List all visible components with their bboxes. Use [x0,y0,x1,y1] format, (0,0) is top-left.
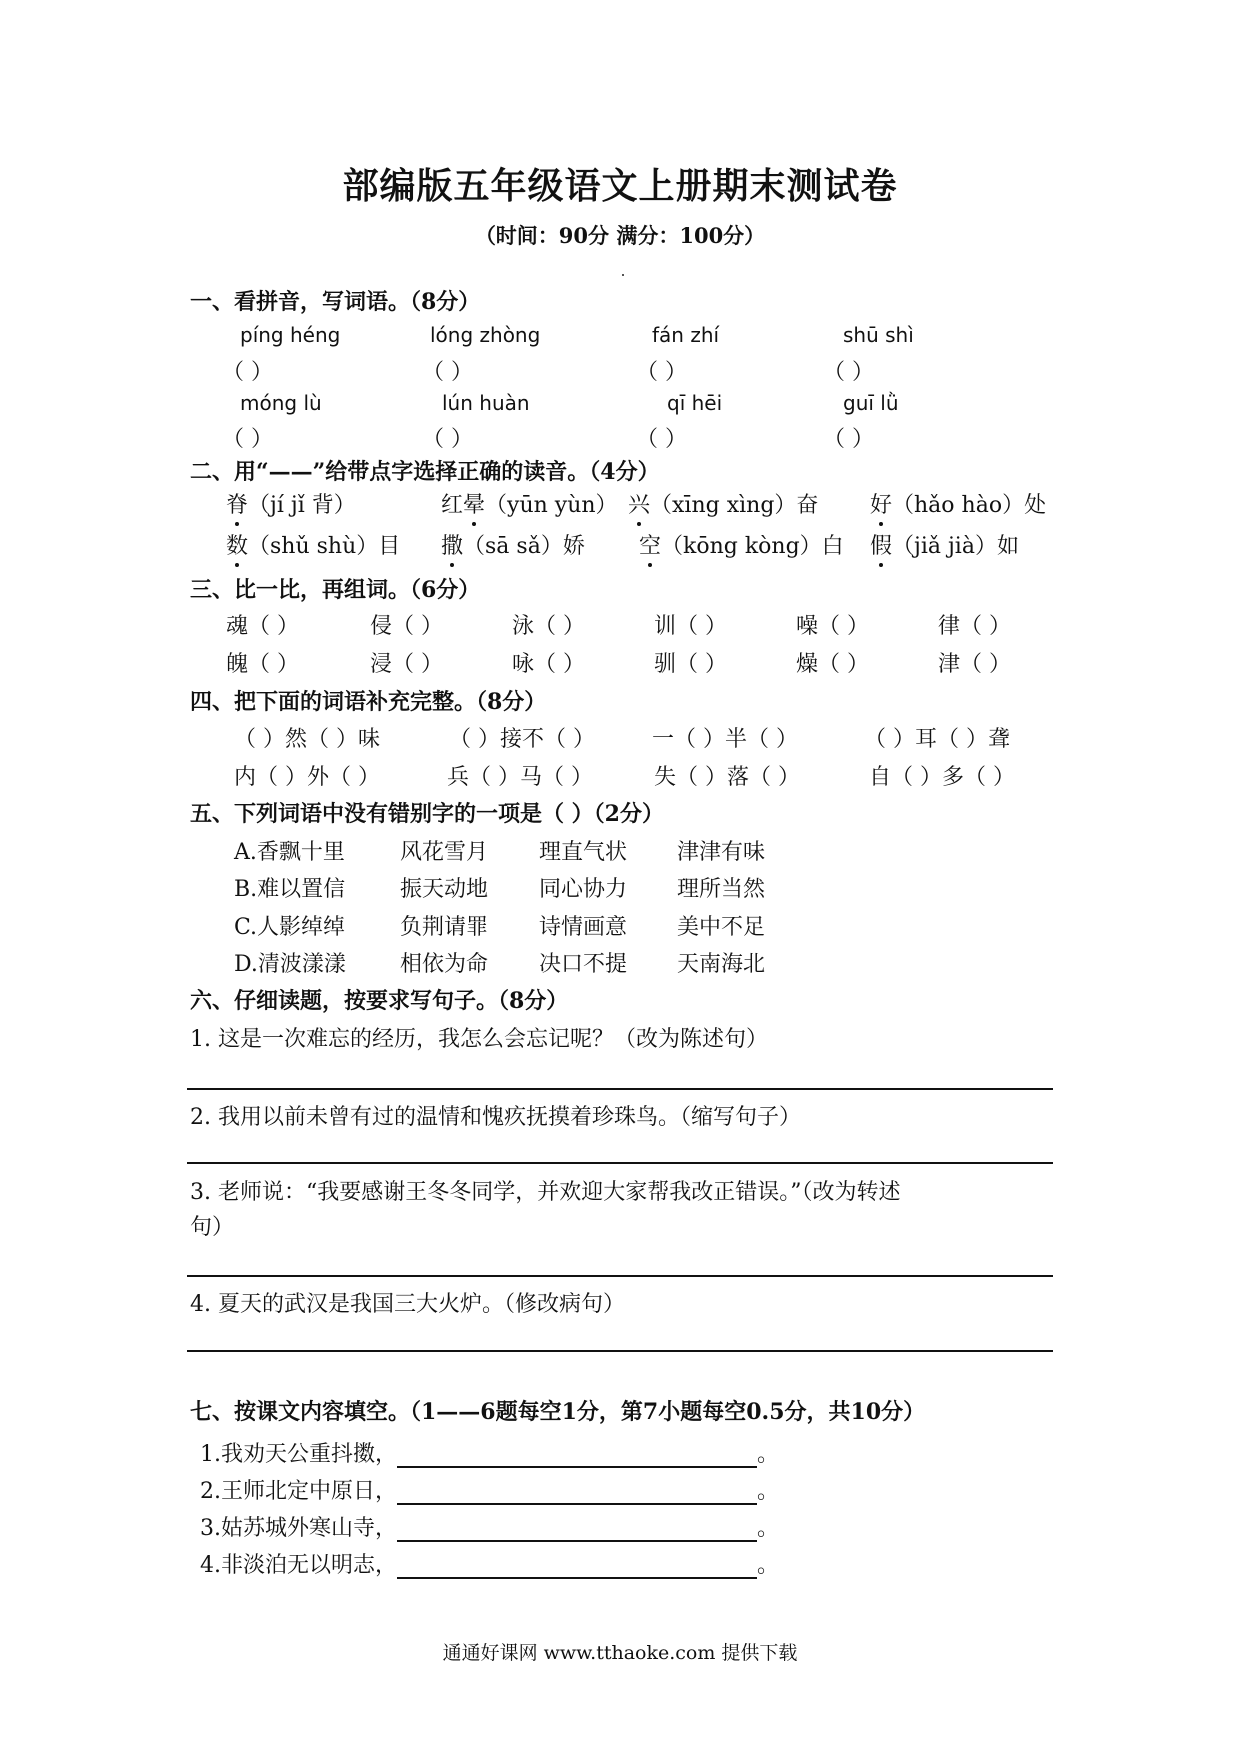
fill-prompt: 1.我劝天公重抖擞， [200,1442,397,1467]
compare-item: 魄（ ） [226,652,299,677]
pinyin-item: shū shì [843,323,914,347]
idiom-item: 失（ ）落（ ） [654,765,800,790]
dotted-char: 兴 [628,493,651,518]
reading-item [870,529,1019,560]
fill-prompt: 2.王师北定中原日， [200,1479,397,1504]
compare-item: 泳（ ） [512,614,585,639]
reading-options: （jí jǐ 背） [248,493,356,518]
answer-line [187,1275,1053,1277]
fill-blank[interactable] [397,1483,757,1505]
reading-options: （sā sǎ）娇 [463,534,585,559]
pinyin-item: móng lù [240,391,322,415]
answer-line [187,1088,1053,1090]
fill-item [200,1511,779,1542]
reading-prefix: 红 [441,493,464,518]
reading-item [226,488,356,519]
idiom-item: 自（ ）多（ ） [869,765,1015,790]
answer-parentheses: （ ） [636,360,687,385]
compare-item: 燥（ ） [796,652,869,677]
fill-blank[interactable] [397,1520,757,1542]
idiom-item: 兵（ ）马（ ） [447,765,593,790]
compare-item: 驯（ ） [654,652,727,677]
pinyin-item: fán zhí [652,323,720,347]
option-word: 诗情画意 [539,915,628,940]
answer-parentheses: （ ） [636,427,687,452]
scan-speck [622,274,624,276]
answer-parentheses: （ ） [422,360,473,385]
option-word: B.难以置信 [234,877,346,902]
pinyin-item: lún huàn [442,391,530,415]
page-subtitle: （时间：90分 满分：100分） [474,223,766,248]
reading-options: （kōng kòng）白 [661,534,844,559]
question-3-cont: 句） [190,1215,235,1240]
section-6-heading: 六、仔细读题，按要求写句子。（8分） [190,988,569,1014]
option-word: 理所当然 [677,877,766,902]
section-2-heading: 二、用“——”给带点字选择正确的读音。（4分） [190,459,660,485]
reading-item [226,529,400,560]
option-word: 振天动地 [400,877,489,902]
compare-item: 噪（ ） [796,614,869,639]
fill-prompt: 4.非淡泊无以明志， [200,1553,397,1578]
reading-options: （hǎo hào）处 [892,493,1047,518]
section-7-heading: 七、按课文内容填空。（1——6题每空1分，第7小题每空0.5分，共10分） [190,1399,926,1425]
option-word: 负荆请罪 [400,915,489,940]
answer-line [187,1350,1053,1352]
fill-item [200,1437,779,1468]
reading-options: （xīng xìng）奋 [650,493,819,518]
answer-parentheses: （ ） [823,427,874,452]
section-3-heading: 三、比一比，再组词。（6分） [190,577,481,603]
reading-options: （shǔ shù）目 [248,534,401,559]
dotted-char: 假 [870,534,893,559]
option-word: 同心协力 [539,877,628,902]
idiom-item: （ ）然（ ）味 [234,727,380,752]
fill-blank[interactable] [397,1446,757,1468]
compare-item: 津（ ） [938,652,1011,677]
fill-blank[interactable] [397,1557,757,1579]
fill-end: 。 [757,1553,780,1578]
answer-parentheses: （ ） [823,360,874,385]
fill-end: 。 [757,1516,780,1541]
question-4: 4. 夏天的武汉是我国三大火炉。（修改病句） [190,1292,625,1317]
fill-end: 。 [757,1479,780,1504]
reading-options: （yūn yùn） [485,493,618,518]
compare-item: 浸（ ） [370,652,443,677]
compare-item: 侵（ ） [370,614,443,639]
reading-item [870,488,1046,519]
option-word: 风花雪月 [400,840,489,865]
answer-parentheses: （ ） [422,427,473,452]
pinyin-item: lóng zhòng [430,323,541,347]
dotted-char: 晕 [463,493,486,518]
pinyin-item: guī lǜ [843,391,899,415]
option-word: 美中不足 [677,915,766,940]
option-word: 相依为命 [400,952,489,977]
idiom-item: （ ）接不（ ） [449,727,595,752]
option-word: 理直气状 [539,840,628,865]
idiom-item: 内（ ）外（ ） [234,765,380,790]
answer-parentheses: （ ） [222,360,273,385]
section-4-heading: 四、把下面的词语补充完整。（8分） [190,689,547,715]
fill-end: 。 [757,1442,780,1467]
fill-item [200,1548,779,1579]
question-2: 2. 我用以前未曾有过的温情和愧疚抚摸着珍珠鸟。（缩写句子） [190,1105,801,1130]
answer-parentheses: （ ） [222,427,273,452]
section-1-heading: 一、看拼音，写词语。（8分） [190,289,481,315]
reading-item [628,488,818,519]
section-5-heading: 五、下列词语中没有错别字的一项是（ ）（2分） [190,801,664,827]
pinyin-item: píng héng [240,323,341,347]
option-word: C.人影绰绰 [234,915,346,940]
answer-line [187,1162,1053,1164]
dotted-char: 撒 [441,534,464,559]
dotted-char: 好 [870,493,893,518]
reading-options: （jiǎ jià）如 [892,534,1019,559]
compare-item: 律（ ） [938,614,1011,639]
pinyin-item: qī hēi [667,391,723,415]
reading-item [441,488,618,519]
option-word: A.香飘十里 [234,840,345,865]
reading-item [639,529,844,560]
dotted-char: 脊 [226,493,249,518]
compare-item: 咏（ ） [512,652,585,677]
idiom-item: （ ）耳（ ）聋 [864,727,1010,752]
option-word: 津津有味 [677,840,766,865]
question-1: 1. 这是一次难忘的经历，我怎么会忘记呢？（改为陈述句） [190,1027,768,1052]
option-word: D.清波漾漾 [234,952,346,977]
fill-item [200,1474,779,1505]
footer-source: 通通好课网 www.tthaoke.com 提供下载 [442,1642,798,1664]
reading-item [441,529,585,560]
fill-prompt: 3.姑苏城外寒山寺， [200,1516,397,1541]
question-3: 3. 老师说：“我要感谢王冬冬同学，并欢迎大家帮我改正错误。”（改为转述 [190,1180,901,1205]
dotted-char: 空 [639,534,662,559]
page-title: 部编版五年级语文上册期末测试卷 [342,165,898,207]
idiom-item: 一（ ）半（ ） [652,727,798,752]
option-word: 天南海北 [677,952,766,977]
option-word: 决口不提 [539,952,628,977]
compare-item: 魂（ ） [226,614,299,639]
dotted-char: 数 [226,534,249,559]
compare-item: 训（ ） [654,614,727,639]
